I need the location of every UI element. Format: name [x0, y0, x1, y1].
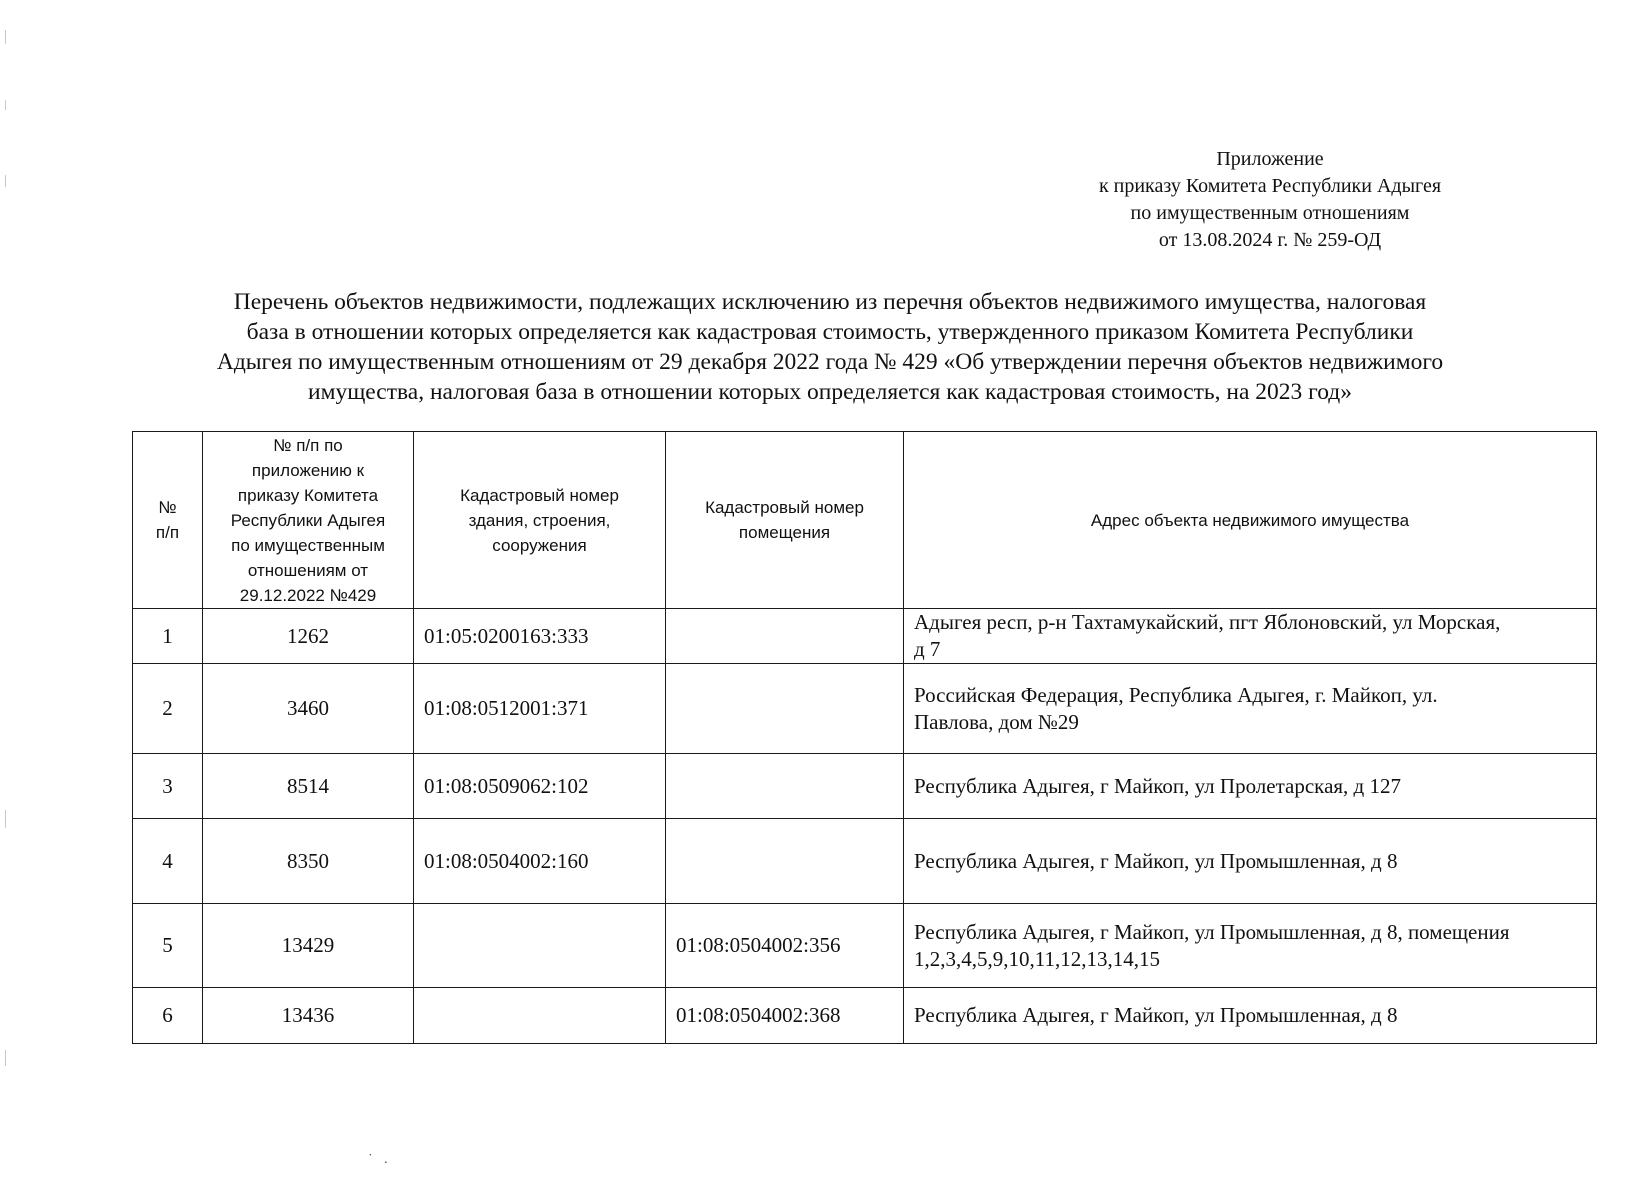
table-row — [133, 904, 1597, 988]
header-row-number: № п/п — [133, 432, 203, 609]
appendix-line: от 13.08.2024 г. № 259-ОД — [1158, 229, 1382, 251]
header-building-cadastral: Кадастровый номер здания, строения, сооружения — [414, 432, 666, 609]
header-premises-cadastral: Кадастровый номер помещения — [666, 432, 904, 609]
scan-edge-mark — [5, 30, 6, 44]
table-row — [133, 819, 1597, 904]
cell-row-number: 5 — [133, 904, 203, 988]
table-row — [133, 754, 1597, 819]
header-appendix-number: № п/п по приложению к приказу Комитета Республики Адыгея по имущественным отношениям от 29.12.2022 №429 — [203, 432, 414, 609]
cell-premises-cadastral: 01:08:0504002:356 — [666, 904, 904, 988]
title-line: имущества, налоговая база в отношении которых определяется как кадастровая стоимость, на 2023 год» — [308, 379, 1352, 405]
scan-edge-mark — [5, 1050, 6, 1066]
property-table-container — [132, 431, 1597, 1044]
appendix-header — [1040, 146, 1500, 254]
table-row — [133, 664, 1597, 754]
appendix-line: Приложение — [1216, 148, 1324, 170]
title-line: Перечень объектов недвижимости, подлежащих исключению из перечня объектов недвижимого имущества, налоговая — [233, 289, 1427, 315]
cell-premises-cadastral — [666, 664, 904, 754]
document-title — [140, 287, 1520, 407]
scan-specks: ˙ . — [368, 1152, 392, 1167]
appendix-line: к приказу Комитета Республики Адыгея — [1098, 175, 1442, 197]
cell-address: Адыгея респ, р-н Тахтамукайский, пгт Яблоновский, ул Морская, д 7 — [904, 609, 1597, 664]
cell-appendix-number: 3460 — [203, 664, 414, 754]
cell-building-cadastral: 01:08:0509062:102 — [414, 754, 666, 819]
cell-address: Республика Адыгея, г Майкоп, ул Промышленная, д 8, помещения 1,2,3,4,5,9,10,11,12,13,14,15 — [904, 904, 1597, 988]
cell-row-number: 2 — [133, 664, 203, 754]
cell-building-cadastral: 01:08:0512001:371 — [414, 664, 666, 754]
cell-row-number: 1 — [133, 609, 203, 664]
cell-appendix-number: 8514 — [203, 754, 414, 819]
cell-premises-cadastral: 01:08:0504002:368 — [666, 988, 904, 1044]
property-table — [132, 431, 1597, 1044]
title-line: Адыгея по имущественным отношениям от 29 декабря 2022 года № 429 «Об утверждении перечня объектов недвижимого — [216, 349, 1444, 375]
table-row — [133, 988, 1597, 1044]
cell-building-cadastral: 01:08:0504002:160 — [414, 819, 666, 904]
header-address: Адрес объекта недвижимого имущества — [904, 432, 1597, 609]
appendix-line: по имущественным отношениям — [1130, 202, 1410, 224]
cell-building-cadastral — [414, 988, 666, 1044]
cell-building-cadastral: 01:05:0200163:333 — [414, 609, 666, 664]
cell-row-number: 4 — [133, 819, 203, 904]
title-line: база в отношении которых определяется как кадастровая стоимость, утвержденного приказом Комитета Республики — [246, 319, 1414, 345]
cell-appendix-number: 13436 — [203, 988, 414, 1044]
cell-premises-cadastral — [666, 819, 904, 904]
scan-edge-mark — [5, 175, 6, 187]
cell-appendix-number: 1262 — [203, 609, 414, 664]
cell-row-number: 3 — [133, 754, 203, 819]
cell-row-number: 6 — [133, 988, 203, 1044]
cell-address: Республика Адыгея, г Майкоп, ул Промышленная, д 8 — [904, 988, 1597, 1044]
cell-appendix-number: 8350 — [203, 819, 414, 904]
cell-appendix-number: 13429 — [203, 904, 414, 988]
table-row — [133, 609, 1597, 664]
cell-premises-cadastral — [666, 609, 904, 664]
cell-address: Республика Адыгея, г Майкоп, ул Промышленная, д 8 — [904, 819, 1597, 904]
table-header-row — [133, 432, 1597, 609]
cell-address: Российская Федерация, Республика Адыгея, г. Майкоп, ул. Павлова, дом №29 — [904, 664, 1597, 754]
scan-edge-mark — [5, 810, 6, 828]
scan-edge-mark — [5, 100, 6, 110]
cell-premises-cadastral — [666, 754, 904, 819]
cell-building-cadastral — [414, 904, 666, 988]
cell-address: Республика Адыгея, г Майкоп, ул Пролетарская, д 127 — [904, 754, 1597, 819]
